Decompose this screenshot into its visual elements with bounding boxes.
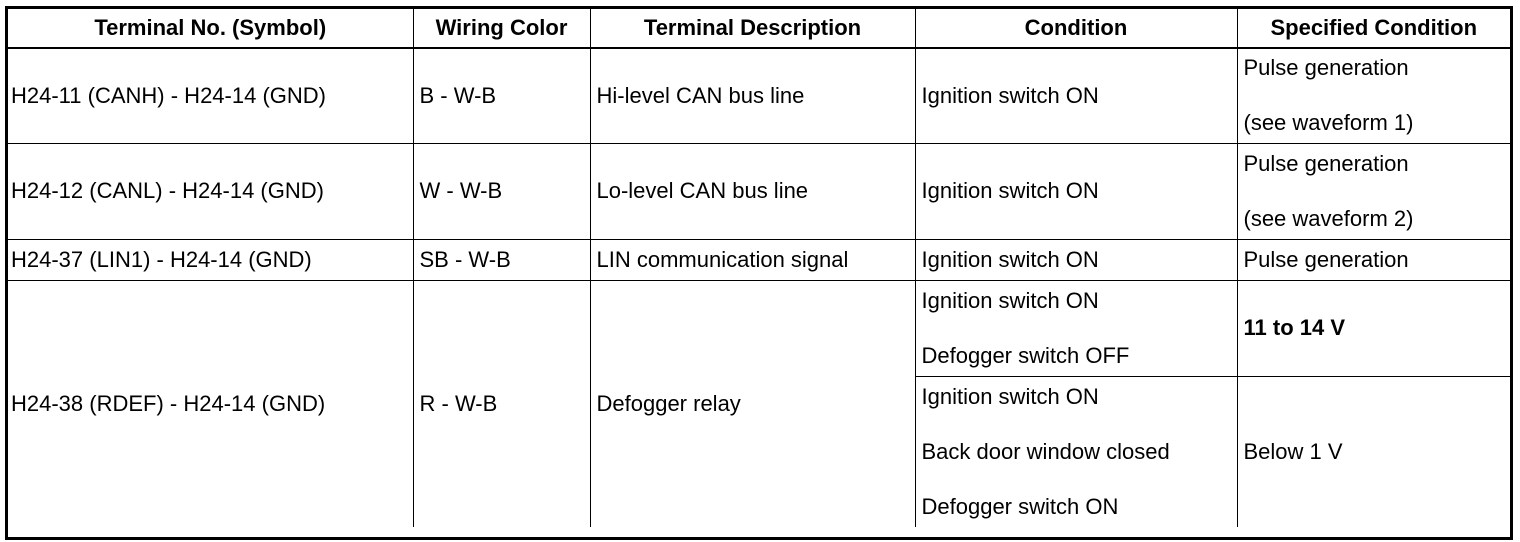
specified-line: Pulse generation [1243,246,1409,272]
cell-description: LIN communication signal [590,239,915,280]
cell-condition [915,280,1237,376]
header-specified-condition: Specified Condition [1237,9,1510,48]
cell-terminal: H24-11 (CANH) - H24-14 (GND) [8,48,413,143]
header-condition: Condition [915,9,1237,48]
cell-specified-condition [1237,48,1510,143]
cell-condition [915,239,1237,280]
table-row [8,48,1510,143]
cell-terminal: H24-37 (LIN1) - H24-14 (GND) [8,239,413,280]
header-terminal-no: Terminal No. (Symbol) [8,9,413,48]
cell-wiring-color: R - W-B [413,280,590,527]
cell-condition [915,48,1237,143]
cell-description: Hi-level CAN bus line [590,48,915,143]
condition-line: Ignition switch ON [921,178,1099,203]
condition-line: Back door window closed [921,438,1170,464]
condition-line: Ignition switch ON [921,383,1099,409]
specified-line: 11 to 14 V [1243,315,1346,340]
condition-line: Ignition switch ON [921,246,1099,272]
cell-specified-condition [1237,239,1510,280]
cell-wiring-color: B - W-B [413,48,590,143]
cell-terminal: H24-12 (CANL) - H24-14 (GND) [8,143,413,239]
table-row [8,239,1510,280]
specified-line: (see waveform 2) [1243,205,1414,231]
cell-condition [915,143,1237,239]
table-header-row [8,9,1510,48]
header-wiring-color: Wiring Color [413,9,590,48]
specified-line: (see waveform 1) [1243,110,1414,136]
cell-specified-condition [1237,143,1510,239]
specified-line: Pulse generation [1243,150,1409,176]
table-row [8,143,1510,239]
condition-line: Defogger switch OFF [921,342,1130,368]
condition-line: Defogger switch ON [921,493,1119,519]
cell-wiring-color: SB - W-B [413,239,590,280]
terminal-table-frame [5,6,1513,540]
condition-line: Ignition switch ON [921,82,1099,108]
condition-line: Ignition switch ON [921,287,1099,313]
cell-terminal: H24-38 (RDEF) - H24-14 (GND) [8,280,413,527]
terminal-spec-table [8,9,1510,527]
cell-description: Defogger relay [590,280,915,527]
cell-description: Lo-level CAN bus line [590,143,915,239]
table-row [8,280,1510,376]
cell-specified-condition [1237,280,1510,376]
cell-specified-condition [1237,376,1510,527]
specified-line: Pulse generation [1243,55,1409,81]
cell-wiring-color: W - W-B [413,143,590,239]
header-terminal-description: Terminal Description [590,9,915,48]
cell-condition [915,376,1237,527]
specified-line: Below 1 V [1243,438,1343,464]
